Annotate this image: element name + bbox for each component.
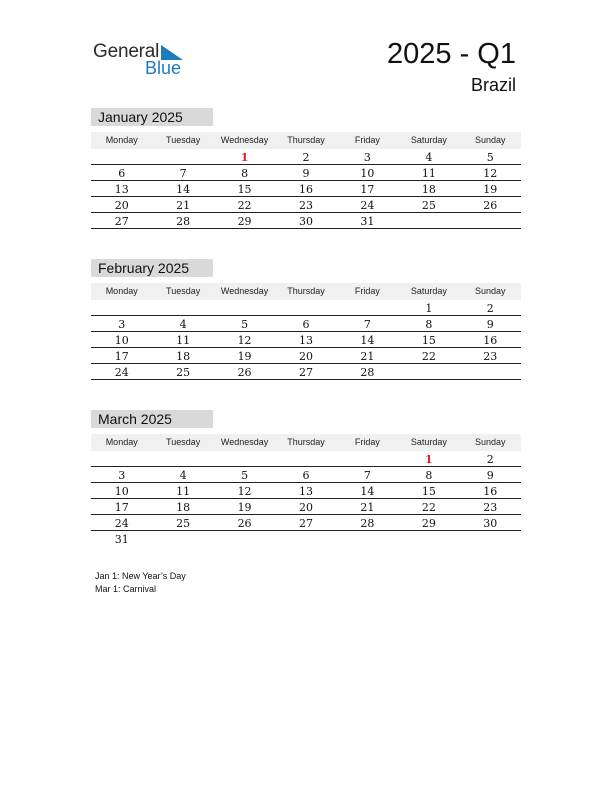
weekday-label: Sunday (475, 135, 506, 145)
holiday-note: Mar 1: Carnival (95, 584, 157, 594)
day-cell: 30 (298, 215, 313, 228)
day-cell: 28 (360, 366, 375, 379)
day-cell: 22 (421, 350, 436, 363)
week-row (91, 181, 521, 197)
day-cell: 21 (360, 350, 375, 363)
day-cell: 24 (114, 366, 129, 379)
empty-day-cell (152, 531, 213, 548)
day-cell: 21 (360, 501, 375, 514)
week-row (91, 467, 521, 483)
empty-day-cell (152, 451, 213, 468)
page-title: 2025 - Q1 (387, 38, 516, 70)
day-cell: 6 (118, 167, 126, 180)
month-grid (91, 149, 521, 229)
holiday-note: Jan 1: New Year’s Day (95, 571, 186, 581)
day-cell: 15 (237, 183, 252, 196)
day-cell: 18 (421, 183, 436, 196)
weekday-label: Friday (354, 437, 380, 447)
day-cell: 4 (179, 469, 187, 482)
day-cell: 19 (237, 350, 252, 363)
weekday-header (91, 434, 521, 451)
week-row (91, 149, 521, 165)
day-cell: 28 (360, 517, 375, 530)
day-cell: 3 (363, 151, 371, 164)
day-cell: 7 (363, 469, 371, 482)
empty-day-cell (275, 531, 336, 548)
empty-day-cell (91, 149, 152, 166)
day-cell: 4 (179, 318, 187, 331)
day-cell: 2 (486, 302, 494, 315)
day-cell: 25 (421, 199, 436, 212)
day-cell: 17 (114, 501, 129, 514)
day-cell: 16 (483, 334, 498, 347)
day-cell: 23 (298, 199, 313, 212)
day-cell: 28 (176, 215, 191, 228)
day-cell: 7 (363, 318, 371, 331)
month-grid (91, 451, 521, 547)
empty-day-cell (460, 531, 521, 548)
weekday-label: Sunday (475, 286, 506, 296)
week-row (91, 316, 521, 332)
weekday-label: Friday (354, 286, 380, 296)
weekday-label: Tuesday (166, 437, 201, 447)
day-cell: 5 (486, 151, 494, 164)
day-cell: 11 (176, 334, 191, 347)
day-cell: 24 (360, 199, 375, 212)
logo-text-general: General (93, 41, 160, 62)
day-cell: 8 (425, 318, 433, 331)
weekday-label: Wednesday (220, 437, 269, 447)
day-cell: 2 (486, 453, 494, 466)
day-cell: 16 (483, 485, 498, 498)
weekday-label: Tuesday (166, 135, 201, 145)
week-row (91, 300, 521, 316)
day-cell: 25 (176, 366, 191, 379)
day-cell: 29 (421, 517, 436, 530)
day-cell: 19 (483, 183, 498, 196)
day-cell: 1 (240, 151, 249, 164)
empty-day-cell (398, 364, 459, 381)
logo (93, 41, 193, 81)
month-label: February 2025 (91, 259, 213, 277)
day-cell: 22 (237, 199, 252, 212)
day-cell: 17 (360, 183, 375, 196)
month-label: January 2025 (91, 108, 213, 126)
weekday-label: Friday (354, 135, 380, 145)
day-cell: 31 (114, 533, 129, 546)
weekday-label: Wednesday (220, 286, 269, 296)
day-cell: 13 (298, 334, 313, 347)
day-cell: 31 (360, 215, 375, 228)
day-cell: 8 (425, 469, 433, 482)
day-cell: 4 (425, 151, 433, 164)
day-cell: 12 (237, 334, 252, 347)
day-cell: 5 (241, 318, 249, 331)
empty-day-cell (214, 451, 275, 468)
day-cell: 20 (298, 350, 313, 363)
weekday-label: Thursday (287, 437, 325, 447)
empty-day-cell (214, 300, 275, 317)
country-name: Brazil (470, 75, 516, 95)
day-cell: 3 (118, 469, 126, 482)
day-cell: 27 (114, 215, 129, 228)
empty-day-cell (398, 213, 459, 230)
day-cell: 10 (114, 485, 129, 498)
week-row (91, 451, 521, 467)
weekday-header (91, 132, 521, 149)
day-cell: 27 (298, 366, 313, 379)
empty-day-cell (460, 213, 521, 230)
weekday-header (91, 283, 521, 300)
week-row (91, 483, 521, 499)
weekday-label: Saturday (410, 135, 447, 145)
day-cell: 27 (298, 517, 313, 530)
logo-text-blue: Blue (145, 58, 182, 78)
empty-day-cell (152, 300, 213, 317)
day-cell: 26 (237, 366, 252, 379)
weekday-label: Saturday (410, 286, 447, 296)
day-cell: 15 (421, 334, 436, 347)
day-cell: 8 (241, 167, 249, 180)
day-cell: 11 (176, 485, 191, 498)
day-cell: 2 (302, 151, 310, 164)
week-row (91, 515, 521, 531)
empty-day-cell (275, 451, 336, 468)
day-cell: 19 (237, 501, 252, 514)
day-cell: 26 (483, 199, 498, 212)
day-cell: 17 (114, 350, 129, 363)
day-cell: 26 (237, 517, 252, 530)
weekday-label: Monday (105, 437, 138, 447)
day-cell: 18 (176, 501, 191, 514)
day-cell: 24 (114, 517, 129, 530)
day-cell: 6 (302, 318, 310, 331)
day-cell: 13 (298, 485, 313, 498)
day-cell: 5 (241, 469, 249, 482)
day-cell: 15 (421, 485, 436, 498)
day-cell: 20 (114, 199, 129, 212)
weekday-label: Tuesday (166, 286, 201, 296)
day-cell: 18 (176, 350, 191, 363)
day-cell: 23 (483, 350, 498, 363)
weekday-label: Monday (105, 135, 138, 145)
empty-day-cell (398, 531, 459, 548)
empty-day-cell (214, 531, 275, 548)
month-january (91, 108, 521, 229)
empty-day-cell (152, 149, 213, 166)
empty-day-cell (337, 451, 398, 468)
weekday-label: Thursday (287, 286, 325, 296)
month-march (91, 410, 521, 547)
day-cell: 14 (360, 334, 375, 347)
day-cell: 3 (118, 318, 126, 331)
day-cell: 21 (176, 199, 191, 212)
empty-day-cell (337, 531, 398, 548)
day-cell: 12 (237, 485, 252, 498)
weekday-label: Monday (105, 286, 138, 296)
day-cell: 1 (425, 302, 433, 315)
weekday-label: Saturday (410, 437, 447, 447)
day-cell: 22 (421, 501, 436, 514)
day-cell: 11 (421, 167, 436, 180)
day-cell: 29 (237, 215, 252, 228)
day-cell: 23 (483, 501, 498, 514)
empty-day-cell (91, 451, 152, 468)
week-row (91, 531, 521, 547)
month-february (91, 259, 521, 380)
day-cell: 9 (486, 469, 494, 482)
week-row (91, 364, 521, 380)
week-row (91, 348, 521, 364)
weekday-label: Sunday (475, 437, 506, 447)
day-cell: 16 (298, 183, 313, 196)
week-row (91, 499, 521, 515)
month-label: March 2025 (91, 410, 213, 428)
day-cell: 30 (483, 517, 498, 530)
week-row (91, 213, 521, 229)
empty-day-cell (337, 300, 398, 317)
day-cell: 1 (425, 453, 433, 466)
week-row (91, 165, 521, 181)
day-cell: 14 (176, 183, 191, 196)
day-cell: 9 (486, 318, 494, 331)
weekday-label: Thursday (287, 135, 325, 145)
day-cell: 10 (360, 167, 375, 180)
empty-day-cell (91, 300, 152, 317)
week-row (91, 197, 521, 213)
day-cell: 6 (302, 469, 310, 482)
week-row (91, 332, 521, 348)
holiday-notes (95, 570, 186, 596)
day-cell: 25 (176, 517, 191, 530)
day-cell: 10 (114, 334, 129, 347)
day-cell: 14 (360, 485, 375, 498)
day-cell: 13 (114, 183, 129, 196)
day-cell: 7 (179, 167, 187, 180)
weekday-label: Wednesday (220, 135, 269, 145)
day-cell: 20 (298, 501, 313, 514)
empty-day-cell (460, 364, 521, 381)
day-cell: 9 (302, 167, 310, 180)
day-cell: 12 (483, 167, 498, 180)
empty-day-cell (275, 300, 336, 317)
month-grid (91, 300, 521, 380)
